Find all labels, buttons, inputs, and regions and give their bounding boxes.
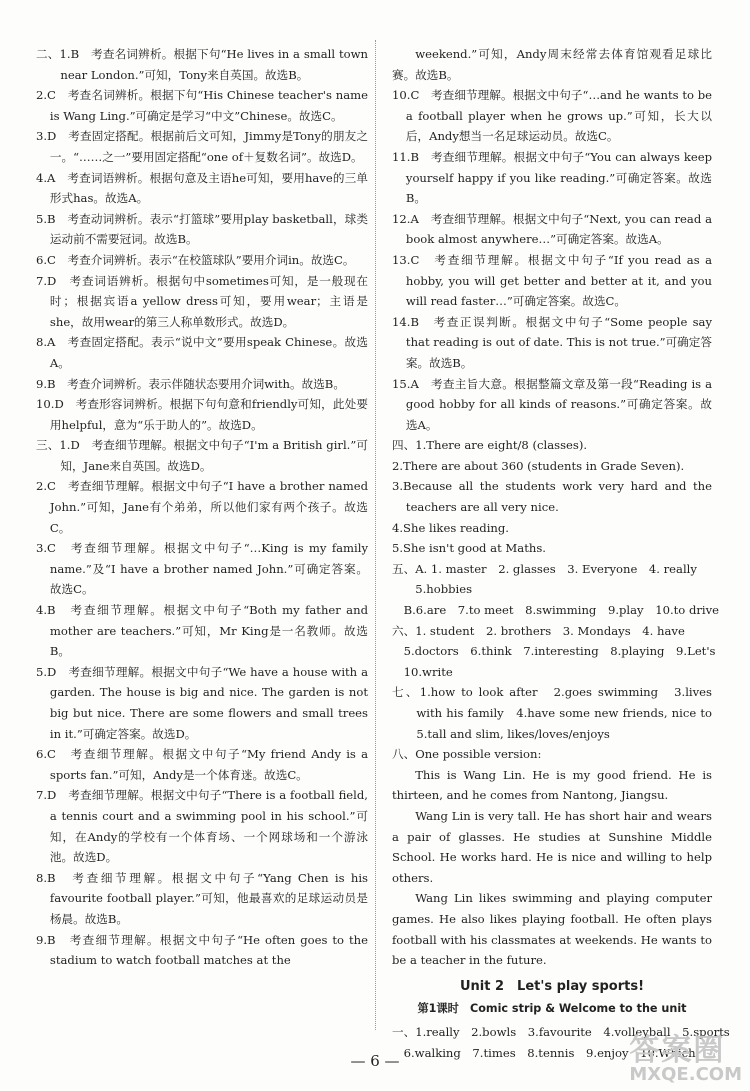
answer-item: 11.B 考查细节理解。根据文中句子“You can always keep yourself happy if you like reading.”可确定答案。故选B。	[392, 149, 712, 206]
answer-item: 12.A 考查细节理解。根据文中句子“Next, you can read a book almost anywhere…”可确定答案。故选A。	[392, 211, 712, 247]
watermark-logo: 答案圈 MXQE.COM	[629, 1033, 742, 1085]
answer-item: 二、1.B 考查名词辨析。根据下句“He lives in a small town near London.”可知，Tony来自英国。故选B。	[36, 47, 368, 82]
page-number: — 6 —	[350, 1052, 400, 1070]
answer-item: 3.Because all the students work very hard and the teachers are all very nice.	[392, 479, 712, 515]
answer-item: 3.C 考查细节理解。根据文中句子“…King is my family name.”及“I have a brother named John.”可确定答案。故选C。	[36, 541, 368, 597]
answer-item: B.6.are 7.to meet 8.swimming 9.play 10.to drive	[392, 603, 720, 618]
answer-item: 8.B 考查细节理解。根据文中句子“Yang Chen is his favourite football player.”可知，他最喜欢的足球运动员是杨晨。故选B。	[36, 870, 368, 926]
answer-item: 9.B 考查介词辨析。表示伴随状态要用介词with。故选B。	[36, 376, 345, 391]
answer-item: 5.D 考查细节理解。根据文中句子“We have a house with a garden. The house is big and nice. The garden is not big but nice. There are some flowers and small trees in it.”可确定答案。故选D。	[36, 664, 368, 741]
answer-item: 14.B 考查正误判断。根据文中句子“Some people say that reading is out of date. This is not true.”可确定答案。故选B。	[392, 314, 712, 370]
unit-title: Unit 2 Let's play sports!	[459, 978, 644, 994]
answer-item: 六、1. student 2. brothers 3. Mondays 4. have	[392, 623, 685, 638]
answer-item: 10.write	[392, 664, 453, 679]
answer-item: 6.walking 7.times 8.tennis 9.enjoy 10.Which	[392, 1045, 696, 1060]
answer-item: 15.A 考查主旨大意。根据整篇文章及第一段“Reading is a good hobby for all kinds of reasons.”可确定答案。故选A。	[392, 376, 712, 432]
answer-item: 8.A 考查固定搭配。表示“说中文”要用speak Chinese。故选A。	[36, 335, 368, 370]
answer-item: 五、A. 1. master 2. glasses 3. Everyone 4. really	[392, 561, 697, 576]
answer-item: 三、1.D 考查细节理解。根据文中句子“I'm a British girl.”可知，Jane来自英国。故选D。	[36, 438, 368, 473]
answer-item: 七、1.how to look after 2.goes swimming 3.lives with his family 4.have some new friends, nice to 5.tall and slim, likes/loves/enjoys	[392, 685, 724, 741]
answer-item: Wang Lin is very tall. He has short hair and wears a pair of glasses. He studies at Sunshine Middle School. He works hard. He is nice and willing to help others.	[392, 808, 712, 885]
answer-item: 6.C 考查细节理解。根据文中句子“My friend Andy is a sports fan.”可知，Andy是一个体育迷。故选C。	[36, 747, 368, 782]
answer-item: 5.hobbies	[392, 582, 473, 597]
left-column	[36, 44, 368, 971]
answer-item: 7.D 考查细节理解。根据文中句子“There is a football field, a tennis court and a swimming pool in his school.”可知，在Andy的学校有一个体育场、一个网球场和一个游泳池。故选D。	[36, 788, 368, 865]
answer-item: This is Wang Lin. He is my good friend. He is thirteen, and he comes from Nantong, Jiangsu.	[392, 767, 712, 803]
answer-item: 2.C 考查细节理解。根据文中句子“I have a brother named John.”可知，Jane有个弟弟，所以他们家有两个孩子。故选C。	[36, 479, 368, 535]
answer-item: 2.There are about 360 (students in Grade Seven).	[392, 458, 685, 473]
answer-item: 6.C 考查介词辨析。表示“在校篮球队”要用介词in。故选C。	[36, 252, 355, 267]
right-column-answers	[392, 44, 724, 971]
answer-item: 5.B 考查动词辨析。表示“打篮球”要用play basketball，球类运动前不需要冠词。故选B。	[36, 211, 368, 247]
answer-item: 一、1.really 2.bowls 3.favourite 4.volleyball 5.sports	[392, 1024, 730, 1039]
answer-item: 2.C 考查名词辨析。根据下句“His Chinese teacher's name is Wang Ling.”可确定是学习“中文”Chinese。故选C。	[36, 88, 368, 123]
answer-item: 4.She likes reading.	[392, 520, 509, 535]
answer-item: 10.C 考查细节理解。根据文中句子“…and he wants to be a football player when he grows up.”可知，长大以后，Andy想当一名足球运动员。故选C。	[392, 88, 712, 144]
answer-item: 八、One possible version:	[392, 747, 542, 762]
answer-item: 7.D 考查词语辨析。根据句中sometimes可知，是一般现在时；根据宾语a yellow dress可知，要用wear；主语是she，故用wear的第三人称单数形式。故选D。	[36, 273, 368, 329]
lesson-title: 第1课时 Comic strip & Welcome to the unit	[417, 1002, 687, 1016]
answer-item: 5.doctors 6.think 7.interesting 8.playing 9.Let's	[392, 644, 716, 659]
answer-item: 4.A 考查词语辨析。根据句意及主语he可知，要用have的三单形式has。故选A。	[36, 170, 368, 206]
answer-item: 13.C 考查细节理解。根据文中句子“If you read as a hobby, you will get better and better at it, and you will read faster…”可确定答案。故选C。	[392, 252, 712, 309]
column-divider	[375, 40, 376, 1030]
answer-item: 四、1.There are eight/8 (classes).	[392, 438, 588, 453]
answer-item: weekend.”可知，Andy周末经常去体育馆观看足球比赛。故选B。	[392, 47, 712, 82]
answer-item: 10.D 考查形容词辨析。根据下句句意和friendly可知，此处要用helpful，意为“乐于助人的”。故选D。	[36, 397, 368, 432]
answer-item: Wang Lin likes swimming and playing computer games. He also likes playing football. He often plays football with his classmates at weekends. He wants to be a teacher in the future.	[392, 891, 712, 968]
answer-item: 5.She isn't good at Maths.	[392, 541, 546, 556]
answer-item: 3.D 考查固定搭配。根据前后文可知，Jimmy是Tony的朋友之一。“……之一”要用固定搭配“one of＋复数名词”。故选D。	[36, 129, 368, 164]
answer-item: 9.B 考查细节理解。根据文中句子“He often goes to the stadium to watch football matches at the	[36, 932, 368, 968]
answer-item: 4.B 考查细节理解。根据文中句子“Both my father and mother are teachers.”可知，Mr King是一名教师。故选B。	[36, 603, 368, 659]
